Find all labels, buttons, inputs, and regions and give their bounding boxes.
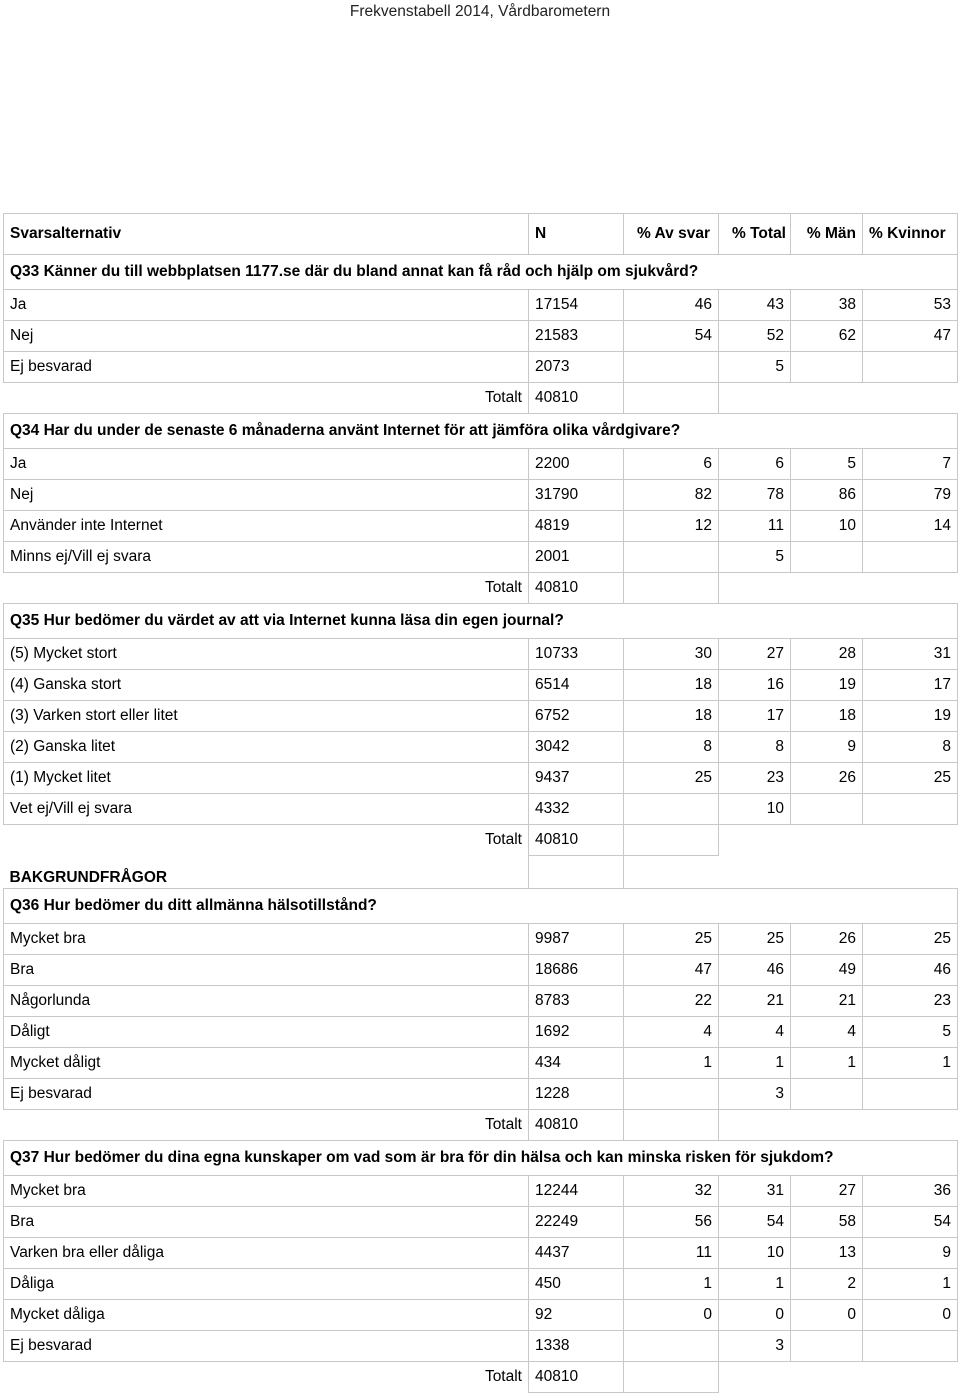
av-svar-value: 46: [624, 290, 719, 321]
av-svar-value: [624, 352, 719, 383]
answer-label: (4) Ganska stort: [4, 670, 529, 701]
table-row: [4, 480, 958, 511]
table-row: [4, 1078, 958, 1109]
av-svar-value: 25: [624, 923, 719, 954]
av-svar-value: 25: [624, 763, 719, 794]
question-text: Q35 Hur bedömer du värdet av att via Internet kunna läsa din egen journal?: [4, 604, 958, 639]
answer-label: Bra: [4, 1206, 529, 1237]
av-svar-value: 32: [624, 1175, 719, 1206]
table-row: [4, 511, 958, 542]
total-row: [4, 1361, 958, 1392]
n-value: 6752: [529, 701, 624, 732]
av-svar-value: 82: [624, 480, 719, 511]
empty-cell: [624, 1361, 719, 1392]
kvinnor-value: 25: [863, 923, 958, 954]
table-row: [4, 732, 958, 763]
kvinnor-value: 31: [863, 639, 958, 670]
total-value: 1: [719, 1268, 791, 1299]
answer-label: (5) Mycket stort: [4, 639, 529, 670]
answer-label: Ej besvarad: [4, 1078, 529, 1109]
empty-cell: [719, 573, 958, 604]
table-row: [4, 954, 958, 985]
total-row: [4, 1109, 958, 1140]
kvinnor-value: 23: [863, 985, 958, 1016]
kvinnor-value: 46: [863, 954, 958, 985]
table-row: [4, 352, 958, 383]
answer-label: Mycket dåligt: [4, 1047, 529, 1078]
total-value: 21: [719, 985, 791, 1016]
col-header-man: % Män: [791, 214, 863, 255]
answer-label: Minns ej/Vill ej svara: [4, 542, 529, 573]
av-svar-value: 12: [624, 511, 719, 542]
av-svar-value: 54: [624, 321, 719, 352]
table-row: [4, 923, 958, 954]
total-value: 52: [719, 321, 791, 352]
man-value: [791, 1330, 863, 1361]
av-svar-value: 4: [624, 1016, 719, 1047]
empty-cell: [529, 856, 624, 889]
n-value: 21583: [529, 321, 624, 352]
man-value: 19: [791, 670, 863, 701]
man-value: 10: [791, 511, 863, 542]
answer-label: (1) Mycket litet: [4, 763, 529, 794]
man-value: [791, 352, 863, 383]
n-value: 1228: [529, 1078, 624, 1109]
n-value: 17154: [529, 290, 624, 321]
frequency-table: [3, 213, 958, 1393]
answer-label: Ja: [4, 290, 529, 321]
man-value: 4: [791, 1016, 863, 1047]
total-value: 11: [719, 511, 791, 542]
man-value: 2: [791, 1268, 863, 1299]
empty-cell: [624, 573, 719, 604]
kvinnor-value: [863, 542, 958, 573]
total-value: 46: [719, 954, 791, 985]
total-n-value: 40810: [529, 825, 624, 856]
total-value: 25: [719, 923, 791, 954]
kvinnor-value: [863, 1078, 958, 1109]
man-value: [791, 794, 863, 825]
kvinnor-value: 19: [863, 701, 958, 732]
col-header-svarsalternativ: Svarsalternativ: [4, 214, 529, 255]
answer-label: Varken bra eller dåliga: [4, 1237, 529, 1268]
man-value: 5: [791, 449, 863, 480]
total-value: 43: [719, 290, 791, 321]
page-title: Frekvenstabell 2014, Vårdbarometern: [349, 3, 611, 20]
n-value: 10733: [529, 639, 624, 670]
question-text: Q36 Hur bedömer du ditt allmänna hälsotillstånd?: [4, 888, 958, 923]
question-text: Q34 Har du under de senaste 6 månaderna använt Internet för att jämföra olika vårdgivare?: [4, 414, 958, 449]
table-row: [4, 794, 958, 825]
total-value: 54: [719, 1206, 791, 1237]
answer-label: Bra: [4, 954, 529, 985]
n-value: 31790: [529, 480, 624, 511]
n-value: 1692: [529, 1016, 624, 1047]
question-text: Q37 Hur bedömer du dina egna kunskaper om vad som är bra för din hälsa och kan minska risken för sjukdom?: [4, 1140, 958, 1175]
total-label: Totalt: [484, 579, 522, 596]
table-row: [4, 1268, 958, 1299]
av-svar-value: 6: [624, 449, 719, 480]
kvinnor-value: 1: [863, 1047, 958, 1078]
n-value: 2073: [529, 352, 624, 383]
table-row: [4, 1299, 958, 1330]
total-value: 1: [719, 1047, 791, 1078]
n-value: 450: [529, 1268, 624, 1299]
n-value: 22249: [529, 1206, 624, 1237]
answer-label: Mycket bra: [4, 923, 529, 954]
kvinnor-value: 54: [863, 1206, 958, 1237]
kvinnor-value: 9: [863, 1237, 958, 1268]
kvinnor-value: [863, 794, 958, 825]
total-n-value: 40810: [529, 573, 624, 604]
man-value: 38: [791, 290, 863, 321]
man-value: [791, 1078, 863, 1109]
total-value: 5: [719, 542, 791, 573]
kvinnor-value: 5: [863, 1016, 958, 1047]
total-value: 6: [719, 449, 791, 480]
question-row: [4, 1140, 958, 1175]
answer-label: Någorlunda: [4, 985, 529, 1016]
man-value: 26: [791, 763, 863, 794]
total-value: 23: [719, 763, 791, 794]
av-svar-value: 47: [624, 954, 719, 985]
total-value: 8: [719, 732, 791, 763]
question-row: [4, 888, 958, 923]
total-label: Totalt: [484, 1367, 522, 1385]
man-value: 26: [791, 923, 863, 954]
empty-cell: [624, 383, 719, 414]
n-value: 4819: [529, 511, 624, 542]
kvinnor-value: 47: [863, 321, 958, 352]
av-svar-value: [624, 542, 719, 573]
total-value: 3: [719, 1078, 791, 1109]
kvinnor-value: 0: [863, 1299, 958, 1330]
n-value: 9437: [529, 763, 624, 794]
man-value: 86: [791, 480, 863, 511]
answer-label: (2) Ganska litet: [4, 732, 529, 763]
av-svar-value: 1: [624, 1268, 719, 1299]
question-text: Q33 Känner du till webbplatsen 1177.se där du bland annat kan få råd och hjälp om sjukvård?: [4, 255, 958, 290]
total-value: 10: [719, 1237, 791, 1268]
total-label: Totalt: [484, 831, 522, 849]
total-value: 31: [719, 1175, 791, 1206]
total-value: 3: [719, 1330, 791, 1361]
total-value: 4: [719, 1016, 791, 1047]
man-value: 1: [791, 1047, 863, 1078]
kvinnor-value: [863, 1330, 958, 1361]
total-value: 10: [719, 794, 791, 825]
man-value: 18: [791, 701, 863, 732]
total-row: [4, 573, 958, 604]
n-value: 92: [529, 1299, 624, 1330]
n-value: 4437: [529, 1237, 624, 1268]
total-label: Totalt: [484, 1115, 522, 1133]
answer-label: Ja: [4, 449, 529, 480]
table-row: [4, 1206, 958, 1237]
av-svar-value: [624, 1078, 719, 1109]
table-row: [4, 1175, 958, 1206]
kvinnor-value: 79: [863, 480, 958, 511]
answer-label: Ej besvarad: [4, 352, 529, 383]
av-svar-value: 56: [624, 1206, 719, 1237]
col-header-total: % Total: [719, 214, 791, 255]
answer-label: Mycket dåliga: [4, 1299, 529, 1330]
answer-label: Använder inte Internet: [4, 511, 529, 542]
man-value: 58: [791, 1206, 863, 1237]
empty-cell: [719, 825, 958, 856]
background-heading-row: [4, 856, 958, 889]
answer-label: Vet ej/Vill ej svara: [4, 794, 529, 825]
table-row: [4, 542, 958, 573]
kvinnor-value: 7: [863, 449, 958, 480]
man-value: 21: [791, 985, 863, 1016]
total-value: 16: [719, 670, 791, 701]
col-header-n: N: [529, 214, 624, 255]
total-n-value: 40810: [529, 1361, 624, 1392]
av-svar-value: 1: [624, 1047, 719, 1078]
kvinnor-value: [863, 352, 958, 383]
total-value: 5: [719, 352, 791, 383]
table-row: [4, 290, 958, 321]
total-value: 0: [719, 1299, 791, 1330]
total-n-value: 40810: [529, 383, 624, 414]
man-value: [791, 542, 863, 573]
kvinnor-value: 8: [863, 732, 958, 763]
total-value: 17: [719, 701, 791, 732]
empty-cell: [719, 1361, 958, 1392]
man-value: 27: [791, 1175, 863, 1206]
n-value: 4332: [529, 794, 624, 825]
man-value: 0: [791, 1299, 863, 1330]
background-heading: BAKGRUNDFRÅGOR: [9, 868, 168, 886]
total-label: Totalt: [484, 389, 522, 406]
av-svar-value: 18: [624, 670, 719, 701]
table-row: [4, 1330, 958, 1361]
man-value: 13: [791, 1237, 863, 1268]
answer-label: Ej besvarad: [4, 1330, 529, 1361]
av-svar-value: 30: [624, 639, 719, 670]
man-value: 9: [791, 732, 863, 763]
kvinnor-value: 53: [863, 290, 958, 321]
answer-label: Dåliga: [4, 1268, 529, 1299]
kvinnor-value: 17: [863, 670, 958, 701]
man-value: 28: [791, 639, 863, 670]
answer-label: Dåligt: [4, 1016, 529, 1047]
n-value: 2200: [529, 449, 624, 480]
empty-cell: [719, 383, 958, 414]
col-header-kvinnor: % Kvinnor: [863, 214, 958, 255]
kvinnor-value: 25: [863, 763, 958, 794]
n-value: 3042: [529, 732, 624, 763]
table-row: [4, 449, 958, 480]
n-value: 9987: [529, 923, 624, 954]
answer-label: Nej: [4, 321, 529, 352]
table-row: [4, 985, 958, 1016]
n-value: 12244: [529, 1175, 624, 1206]
n-value: 1338: [529, 1330, 624, 1361]
total-row: [4, 383, 958, 414]
table-row: [4, 321, 958, 352]
empty-cell: [624, 825, 719, 856]
kvinnor-value: 1: [863, 1268, 958, 1299]
question-row: [4, 414, 958, 449]
av-svar-value: 8: [624, 732, 719, 763]
answer-label: Nej: [4, 480, 529, 511]
header-row: [4, 214, 958, 255]
table-row: [4, 1237, 958, 1268]
empty-cell: [719, 1109, 958, 1140]
table-row: [4, 670, 958, 701]
total-row: [4, 825, 958, 856]
col-header-av-svar: % Av svar: [624, 214, 719, 255]
av-svar-value: [624, 1330, 719, 1361]
empty-cell: [624, 856, 958, 889]
kvinnor-value: 36: [863, 1175, 958, 1206]
total-n-value: 40810: [529, 1109, 624, 1140]
av-svar-value: 0: [624, 1299, 719, 1330]
total-value: 27: [719, 639, 791, 670]
av-svar-value: 22: [624, 985, 719, 1016]
question-row: [4, 255, 958, 290]
table-row: [4, 1047, 958, 1078]
n-value: 18686: [529, 954, 624, 985]
table-row: [4, 639, 958, 670]
n-value: 8783: [529, 985, 624, 1016]
empty-cell: [624, 1109, 719, 1140]
kvinnor-value: 14: [863, 511, 958, 542]
question-row: [4, 604, 958, 639]
av-svar-value: 11: [624, 1237, 719, 1268]
man-value: 62: [791, 321, 863, 352]
table-row: [4, 701, 958, 732]
answer-label: Mycket bra: [4, 1175, 529, 1206]
av-svar-value: [624, 794, 719, 825]
table-row: [4, 763, 958, 794]
n-value: 2001: [529, 542, 624, 573]
n-value: 6514: [529, 670, 624, 701]
total-value: 78: [719, 480, 791, 511]
answer-label: (3) Varken stort eller litet: [4, 701, 529, 732]
table-row: [4, 1016, 958, 1047]
av-svar-value: 18: [624, 701, 719, 732]
n-value: 434: [529, 1047, 624, 1078]
man-value: 49: [791, 954, 863, 985]
